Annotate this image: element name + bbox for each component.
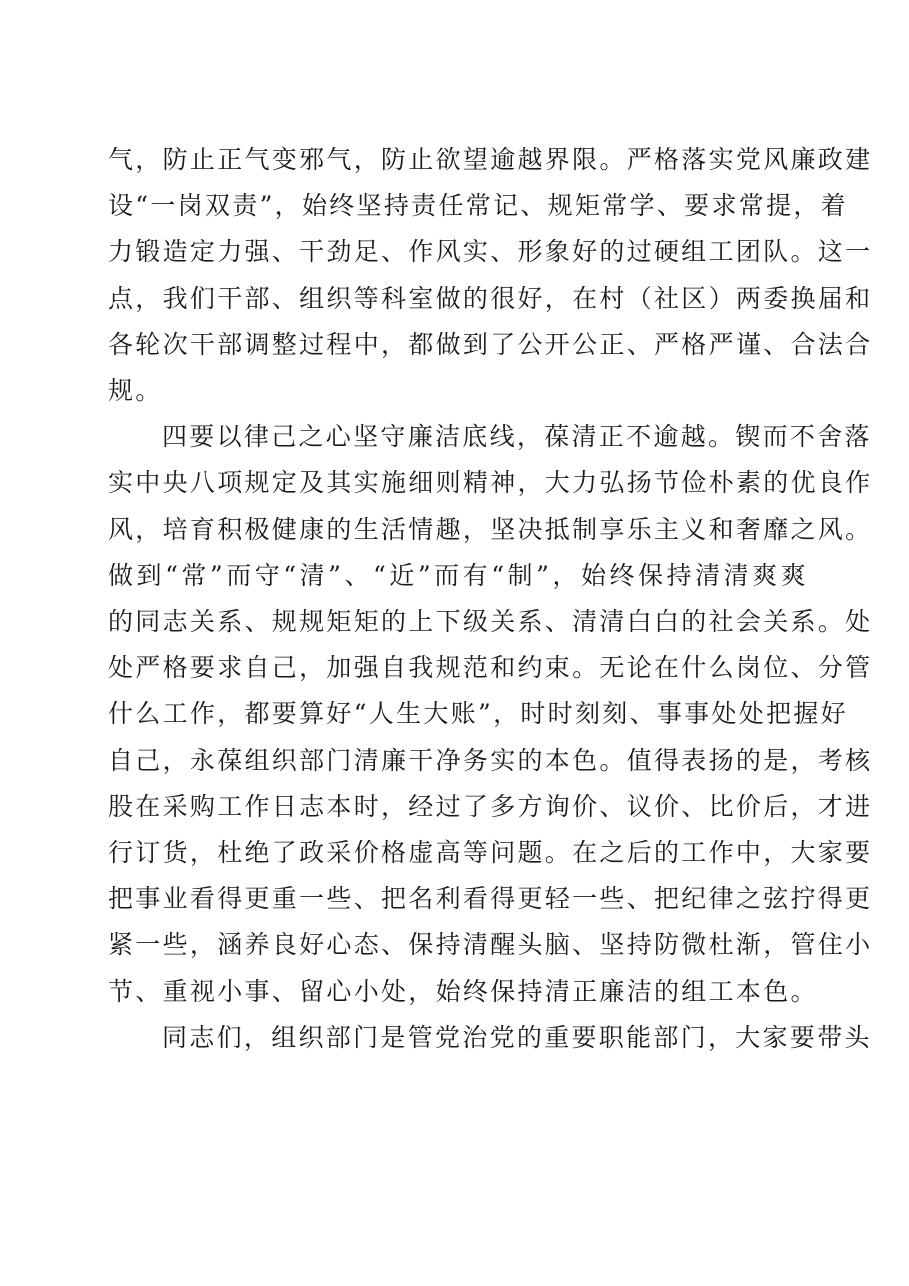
text-line: 各轮次干部调整过程中，都做到了公开公正、严格严谨、合法合 <box>108 329 873 359</box>
text-line: 点，我们干部、组织等科室做的很好，在村（社区）两委换届和 <box>108 283 873 313</box>
text-line: 行订货，杜绝了政采价格虚高等问题。在之后的工作中，大家要 <box>108 838 873 868</box>
text-line: 设“一岗双责”，始终坚持责任常记、规矩常学、要求常提，着 <box>108 191 848 221</box>
document-body <box>108 137 873 1061</box>
text-line: 四要以律己之心坚守廉洁底线，葆清正不逾越。锲而不舍落 <box>162 422 872 452</box>
text-line: 气，防止正气变邪气，防止欲望逾越界限。严格落实党风廉政建 <box>108 145 873 174</box>
text-line: 节、重视小事、留心小处，始终保持清正廉洁的组工本色。 <box>108 976 818 1006</box>
text-line: 股在采购工作日志本时，经过了多方询价、议价、比价后，才进 <box>108 791 873 821</box>
text-line: 风，培育积极健康的生活情趣，坚决抵制享乐主义和奢靡之风。 <box>108 514 873 544</box>
text-line: 的同志关系、规规矩矩的上下级关系、清清白白的社会关系。处 <box>108 607 873 637</box>
text-line: 紧一些，涵养良好心态、保持清醒头脑、坚持防微杜渐，管住小 <box>108 930 873 960</box>
text-line: 同志们，组织部门是管党治党的重要职能部门，大家要带头 <box>162 1022 872 1052</box>
text-line: 什么工作，都要算好“人生大账”，时时刻刻、事事处处把握好 <box>108 699 848 729</box>
text-line: 实中央八项规定及其实施细则精神，大力弘扬节俭朴素的优良作 <box>108 468 873 498</box>
text-line: 力锻造定力强、干劲足、作风实、形象好的过硬组工团队。这一 <box>108 237 873 267</box>
paragraph-1 <box>108 137 873 414</box>
text-line: 自己，永葆组织部门清廉干净务实的本色。值得表扬的是，考核 <box>108 745 873 775</box>
paragraph-3 <box>108 1015 872 1061</box>
text-line: 把事业看得更重一些、把名利看得更轻一些、把纪律之弦拧得更 <box>108 884 873 914</box>
text-line: 做到“常”而守“清”、“近”而有“制”，始终保持清清爽爽 <box>108 560 808 590</box>
text-line: 规。 <box>108 376 163 406</box>
paragraph-2 <box>108 414 873 1015</box>
text-line: 处严格要求自己，加强自我规范和约束。无论在什么岗位、分管 <box>108 653 873 683</box>
